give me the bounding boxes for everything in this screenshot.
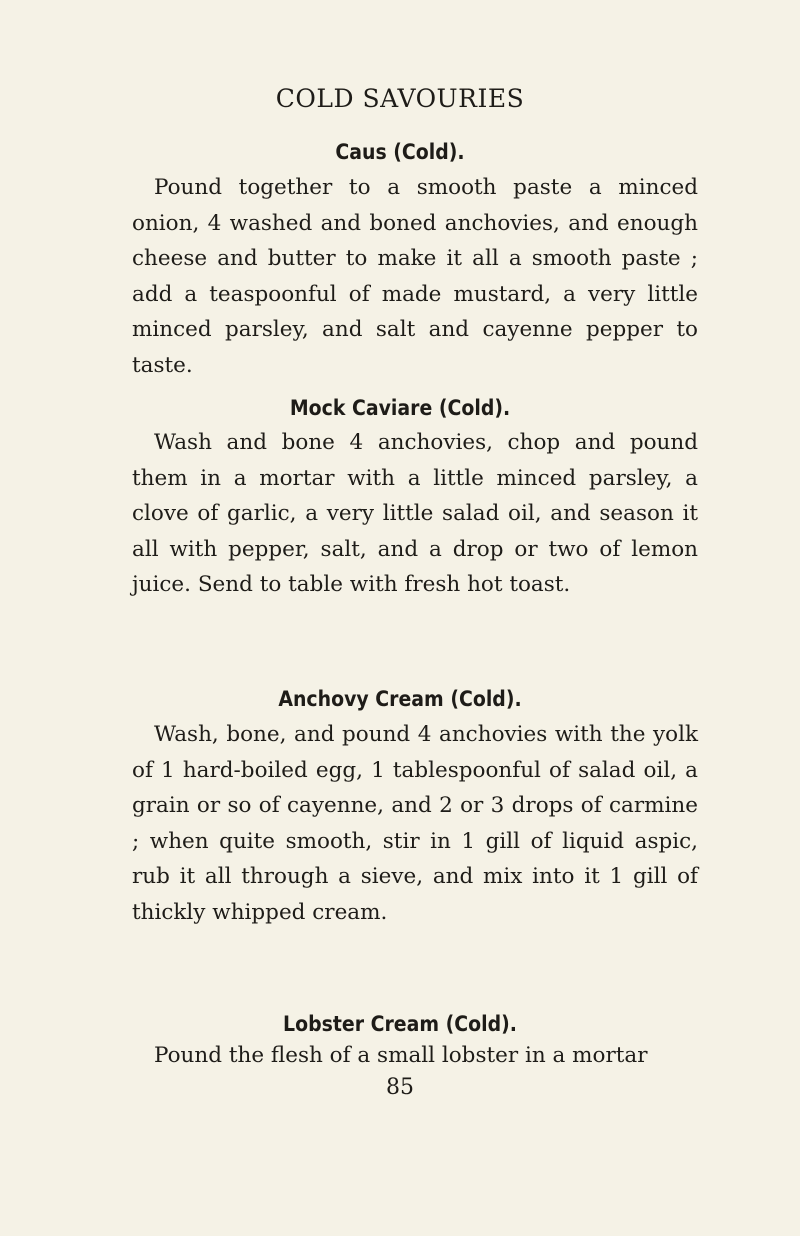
- recipe-title-anchovy-cream: Anchovy Cream (Cold).: [278, 687, 522, 711]
- recipe-title-mock-caviare: Mock Caviare (Cold).: [289, 396, 511, 420]
- recipe-title-caus: Caus (Cold).: [335, 140, 465, 164]
- page-number: 85: [386, 1075, 414, 1100]
- recipe-text-mock-caviare: Wash and bone 4 anchovies, chop and pound them in a mortar with a little minced parsley, a clove of garlic, a very little salad oil, and season it all with pepper, salt, and a drop or two of lemon juice. Send to table with fresh hot toast.: [132, 430, 698, 597]
- recipe-title-lobster-cream: Lobster Cream (Cold).: [283, 1012, 517, 1036]
- recipe-text-lobster-cream: Pound the flesh of a small lobster in a mortar: [154, 1043, 648, 1068]
- recipe-text-anchovy-cream: Wash, bone, and pound 4 anchovies with the yolk of 1 hard-boiled egg, 1 tablespoonful of salad oil, a grain or so of cayenne, and 2 or 3 drops of carmine ; when quite smooth, stir in 1 gill of liquid aspic, rub it all through a sieve, and mix into it 1 gill of thickly whipped cream.: [132, 722, 698, 925]
- running-head: COLD SAVOURIES: [275, 84, 525, 113]
- recipe-text-caus: Pound together to a smooth paste a minced onion, 4 washed and boned anchovies, and enough cheese and butter to make it all a smooth paste ; add a teaspoonful of made mustard, a very little minced parsley, and salt and cayenne pepper to taste.: [132, 175, 698, 378]
